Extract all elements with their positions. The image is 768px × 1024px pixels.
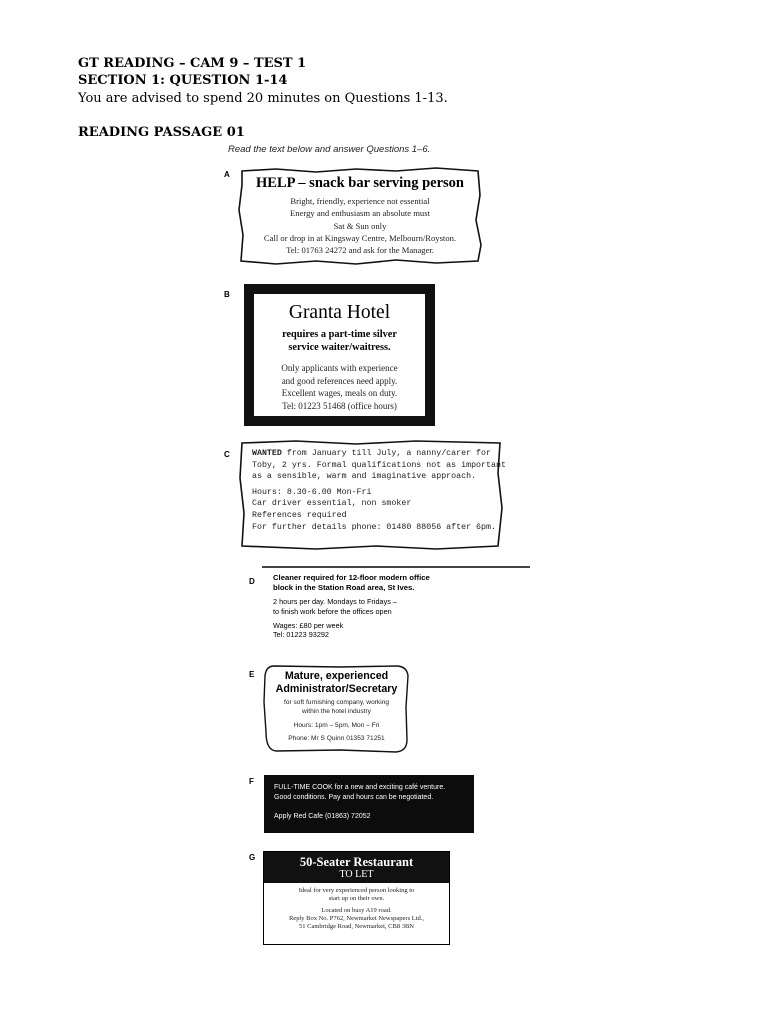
ad-e-line: Hours: 1pm – 5pm, Mon – Fri xyxy=(293,721,380,729)
ad-b-subtitle: service waiter/waitress. xyxy=(288,342,391,353)
ad-b-line: and good references need apply. xyxy=(281,375,398,386)
ad-g-line: Located on busy A19 road. xyxy=(321,906,392,914)
ad-f-line: Apply Red Cafe (01863) 72052 xyxy=(274,813,371,821)
divider xyxy=(262,566,530,568)
time-instruction: You are advised to spend 20 minutes on Questions 1-13. xyxy=(78,91,448,106)
ad-letter-a: A xyxy=(224,170,230,179)
ad-e xyxy=(264,665,409,753)
passage-instruction: Read the text below and answer Questions 1–6. xyxy=(228,144,431,155)
ad-b-line: Only applicants with experience xyxy=(281,363,398,373)
ad-c xyxy=(240,441,506,549)
ad-c-line: from January till July, a nanny/carer for xyxy=(281,449,491,458)
ad-g-line: Ideal for very experienced person looking to xyxy=(298,887,415,894)
ad-a-line: Call or drop in at Kingsway Centre, Melbourn/Royston. xyxy=(263,232,457,243)
ad-c-lead: WANTED xyxy=(252,449,282,458)
ad-d xyxy=(273,573,463,640)
ad-b-line: Tel: 01223 51468 (office hours) xyxy=(282,400,397,411)
ad-c-line: Toby, 2 yrs. Formal qualifications not as important xyxy=(252,460,506,470)
ad-a-line: Sat & Sun only xyxy=(333,220,387,231)
ad-a-line: Bright, friendly, experience not essential xyxy=(290,196,430,206)
ad-d-heading: Cleaner required for 12-floor modern office xyxy=(273,573,430,582)
ad-f xyxy=(264,775,474,833)
ad-c-line: Hours: 8.30-6.00 Mon-Fri xyxy=(252,487,372,497)
ad-letter-g: G xyxy=(249,853,256,862)
ad-d-heading: block in the Station Road area, St Ives. xyxy=(273,583,415,593)
ad-c-line: Car driver essential, non smoker xyxy=(252,499,412,509)
ad-a-line: Tel: 01763 24272 and ask for the Manager. xyxy=(286,245,434,256)
ad-f-line: Good conditions. Pay and hours can be negotiated. xyxy=(274,793,434,801)
ad-e-line: within the hotel industry xyxy=(302,708,371,715)
ad-f-line: FULL-TIME COOK for a new and exciting café venture. xyxy=(274,784,446,791)
ad-g xyxy=(263,851,450,945)
ad-e-line: for soft furnishing company, working xyxy=(283,699,390,707)
ad-g-line: start up on their own. xyxy=(328,895,385,903)
ad-g-line: 51 Cambridge Road, Newmarket, CB8 3BN xyxy=(299,923,414,931)
ad-g-line: Reply Box No. P762, Newmarket Newspapers Ltd., xyxy=(288,914,425,922)
ad-d-line: to finish work before the offices open xyxy=(273,607,392,616)
ad-letter-d: D xyxy=(249,577,255,586)
ad-g-banner xyxy=(264,852,449,883)
ad-d-line: Wages: £80 per week xyxy=(273,620,344,630)
ad-d-line: 2 hours per day. Mondays to Fridays – xyxy=(273,597,397,607)
section-heading: SECTION 1: QUESTION 1-14 xyxy=(78,73,288,88)
ad-b-line: Excellent wages, meals on duty. xyxy=(281,388,398,399)
ad-a xyxy=(240,167,480,264)
ad-e-title: Administrator/Secretary xyxy=(275,683,398,696)
ad-letter-c: C xyxy=(224,450,230,459)
ad-c-line: as a sensible, warm and imaginative approach. xyxy=(252,472,477,482)
passage-heading: READING PASSAGE 01 xyxy=(78,125,245,140)
ad-g-title: 50-Seater Restaurant xyxy=(299,855,414,869)
ad-a-line: Energy and enthusiasm an absolute must xyxy=(290,208,430,219)
ad-b xyxy=(244,284,435,426)
ad-g-subtitle: TO LET xyxy=(339,869,374,880)
ad-a-title: HELP – snack bar serving person xyxy=(256,175,464,191)
ad-e-title: Mature, experienced xyxy=(284,670,389,682)
ad-letter-e: E xyxy=(249,670,255,679)
ad-c-line: References required xyxy=(252,510,347,520)
ad-letter-b: B xyxy=(224,290,230,299)
ad-b-subtitle: requires a part-time silver xyxy=(282,329,397,340)
doc-title: GT READING – CAM 9 – TEST 1 xyxy=(78,56,307,71)
ad-b-title: Granta Hotel xyxy=(288,302,391,323)
ad-d-line: Tel: 01223 93292 xyxy=(273,630,329,640)
ad-letter-f: F xyxy=(249,777,254,786)
ad-c-line: For further details phone: 01480 88056 after 6pm. xyxy=(252,522,496,532)
ad-e-line: Phone: Mr S Quinn 01353 71251 xyxy=(288,735,385,743)
